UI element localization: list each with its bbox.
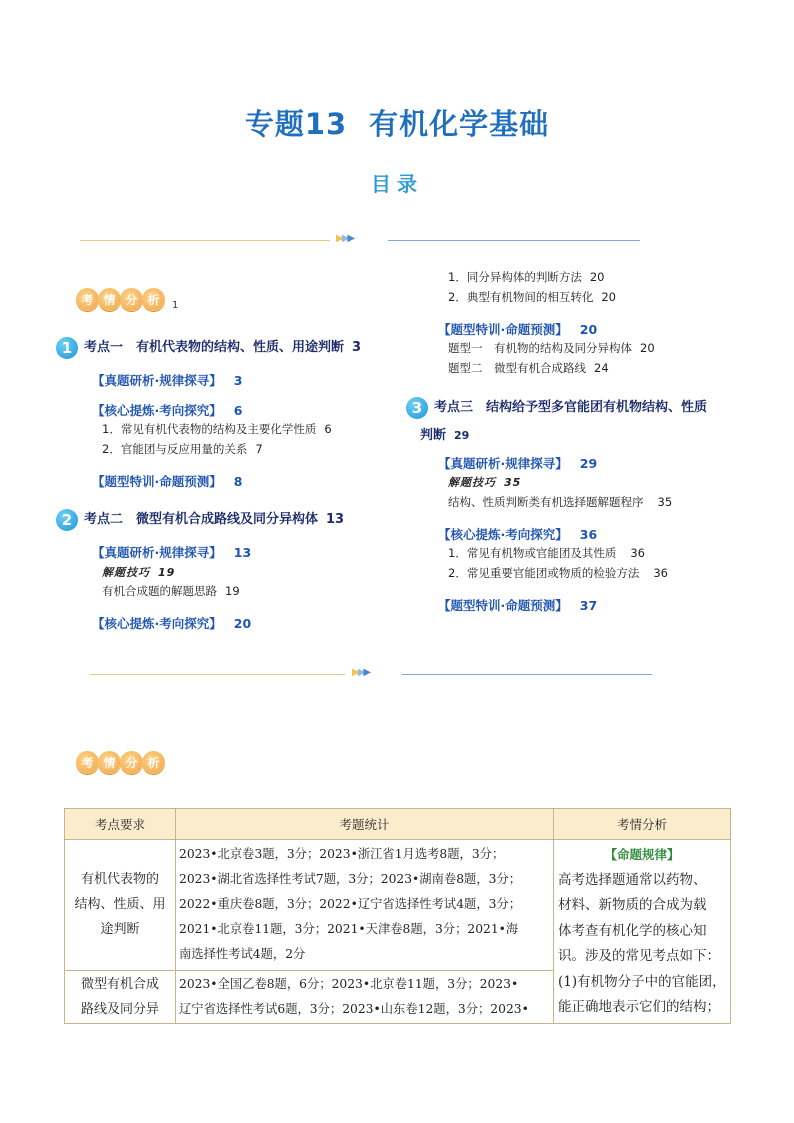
req-line: 有机代表物的 [80, 872, 159, 888]
entry-page: 29 [579, 456, 598, 471]
entry-page: 3 [233, 373, 243, 388]
entry-page: 24 [594, 361, 609, 375]
entry-page: 20 [579, 322, 598, 337]
entry-label: 解题技巧 [102, 566, 150, 579]
entry-label: 【核心提炼·考向探究】 [438, 527, 568, 542]
toc-section-1[interactable] [56, 336, 361, 359]
entry-label: 解题技巧 [448, 476, 496, 489]
entry-page: 36 [653, 566, 668, 580]
divider-arrows-icon: ▶▶▶ [336, 233, 354, 244]
toc-entry[interactable] [92, 543, 251, 561]
toc-entry[interactable] [438, 596, 597, 614]
badge-char: 分 [120, 288, 143, 311]
toc-entry[interactable] [438, 320, 597, 338]
toc-section-3[interactable] [406, 396, 707, 419]
entry-page: 36 [579, 527, 598, 542]
toc-heading: 目录 [371, 172, 423, 196]
top-divider [80, 233, 640, 246]
toc-section-2[interactable] [56, 508, 344, 531]
entry-label: 【题型特训·命题预测】 [92, 474, 222, 489]
toc-entry[interactable] [448, 565, 668, 581]
entry-page: 6 [233, 403, 243, 418]
entry-label: 2．常见重要官能团或物质的检验方法 [448, 566, 640, 580]
entry-page: 36 [630, 546, 645, 560]
entry-page: 35 [504, 476, 522, 489]
req-line: 路线及同分异 [80, 1001, 159, 1017]
toc-entry[interactable] [92, 401, 242, 419]
section-label: 考点一 有机代表物的结构、性质、用途判断 [84, 340, 345, 355]
stat-line: 2023•湖北省选择性考试7题，3分；2023•湖南卷8题，3分； [179, 872, 522, 887]
toc-entry[interactable] [102, 441, 263, 457]
statistics-cell [176, 970, 554, 1023]
badge-char: 析 [142, 751, 165, 774]
divider-arrows-icon: ▶▶▶ [352, 667, 370, 678]
badge-char: 析 [142, 288, 165, 311]
toc-entry[interactable] [448, 340, 655, 356]
exam-analysis-badge [76, 288, 178, 311]
toc-entry[interactable] [448, 289, 616, 305]
toc-entry[interactable] [438, 525, 597, 543]
entry-label: 题型二 微型有机合成路线 [448, 361, 586, 375]
entry-page: 20 [589, 270, 605, 284]
stat-line: 2023•北京卷3题，3分；2023•浙江省1月选考8题，3分； [179, 847, 505, 862]
exam-statistics-table [64, 808, 731, 1024]
rule-label: 【命题规律】 [604, 847, 680, 862]
toc-entry[interactable] [438, 454, 597, 472]
title-topic-number: 专题13 [244, 107, 348, 141]
stat-line: 2023•全国乙卷8题，6分；2023•北京卷11题，3分；2023• [179, 976, 519, 991]
entry-page: 19 [158, 566, 176, 579]
entry-label: 【题型特训·命题预测】 [438, 598, 568, 613]
analysis-line: 体考查有机化学的核心知 [558, 922, 707, 939]
bottom-divider [90, 667, 652, 680]
toc-entry[interactable] [448, 360, 609, 376]
page-title [0, 102, 794, 143]
entry-page: 37 [579, 598, 598, 613]
section-number-icon: 3 [406, 397, 428, 419]
table-row [65, 840, 731, 971]
entry-label: 1．同分异构体的判断方法 [448, 270, 582, 284]
entry-page: 20 [601, 290, 616, 304]
badge-char: 情 [98, 288, 121, 311]
toc-entry[interactable] [92, 614, 251, 632]
badge-char: 考 [76, 288, 99, 311]
analysis-cell [554, 840, 731, 1024]
entry-page: 7 [255, 442, 263, 456]
exam-analysis-badge-2 [76, 751, 164, 774]
toc-section-3-cont[interactable] [420, 424, 469, 443]
section-label: 考点二 微型有机合成路线及同分异构体 [84, 512, 319, 527]
section-label: 考点三 结构给予型多官能团有机物结构、性质 [434, 400, 708, 415]
title-topic-name: 有机化学基础 [369, 107, 550, 141]
entry-page: 13 [233, 545, 252, 560]
entry-page: 20 [640, 341, 655, 355]
requirement-cell [65, 840, 176, 971]
toc-entry[interactable] [448, 494, 672, 510]
section-number-icon: 2 [56, 509, 78, 531]
entry-page: 6 [324, 422, 332, 436]
entry-label: 【核心提炼·考向探究】 [92, 616, 222, 631]
toc-entry[interactable] [448, 269, 604, 285]
entry-label: 2．典型有机物间的相互转化 [448, 290, 594, 304]
toc-entry[interactable] [102, 421, 332, 437]
section-page: 29 [454, 429, 470, 442]
statistics-cell [176, 840, 554, 971]
header-analysis: 考情分析 [554, 809, 731, 840]
header-requirement: 考点要求 [65, 809, 176, 840]
toc-entry[interactable] [102, 564, 175, 580]
entry-label: 【真题研析·规律探寻】 [92, 545, 222, 560]
entry-label: 2．官能团与反应用量的关系 [102, 442, 248, 456]
toc-entry[interactable] [448, 474, 521, 490]
entry-page: 8 [233, 474, 243, 489]
analysis-line: 材料、新物质的合成为载 [558, 897, 707, 913]
entry-label: 结构、性质判断类有机选择题解题程序 [448, 495, 644, 509]
entry-page: 20 [233, 616, 252, 631]
req-line: 结构、性质、用 [74, 897, 166, 913]
badge-char: 分 [120, 751, 143, 774]
toc-entry[interactable] [92, 371, 242, 389]
badge-char: 情 [98, 751, 121, 774]
stat-line: 辽宁省选择性考试6题，3分；2023•山东卷12题，3分；2023• [179, 1001, 529, 1016]
analysis-line: 能正确地表示它们的结构； [558, 999, 720, 1015]
entry-label: 有机合成题的解题思路 [102, 584, 217, 598]
analysis-line: 高考选择题通常以药物、 [558, 871, 707, 888]
header-statistics: 考题统计 [176, 809, 554, 840]
analysis-line: 识。涉及的常见考点如下： [558, 948, 720, 964]
section-page: 3 [352, 340, 362, 355]
section-label: 判断 [420, 428, 447, 443]
toc-entry[interactable] [102, 583, 240, 599]
entry-page: 35 [657, 495, 673, 509]
entry-label: 题型一 有机物的结构及同分异构体 [448, 341, 632, 355]
entry-label: 1．常见有机代表物的结构及主要化学性质 [102, 422, 317, 436]
stat-line: 2021•北京卷11题，3分；2021•天津卷8题，3分；2021•海 [179, 922, 519, 937]
badge-page: 1 [172, 300, 179, 311]
section-number-icon: 1 [56, 337, 78, 359]
stat-line: 2022•重庆卷8题，3分；2022•辽宁省选择性考试4题，3分； [179, 897, 522, 912]
entry-label: 【题型特训·命题预测】 [438, 322, 568, 337]
toc-entry[interactable] [92, 472, 242, 490]
req-line: 微型有机合成 [80, 976, 159, 992]
entry-label: 【核心提炼·考向探究】 [92, 403, 222, 418]
entry-label: 【真题研析·规律探寻】 [438, 456, 568, 471]
entry-label: 1．常见有机物或官能团及其性质 [448, 546, 617, 560]
req-line: 途判断 [100, 922, 140, 938]
stat-line: 南选择性考试4题，2分 [179, 947, 306, 962]
section-page: 13 [326, 512, 345, 527]
requirement-cell [65, 970, 176, 1023]
badge-char: 考 [76, 751, 99, 774]
table-header-row [65, 809, 731, 840]
entry-page: 19 [225, 584, 240, 598]
entry-label: 【真题研析·规律探寻】 [92, 373, 222, 388]
toc-entry[interactable] [448, 545, 645, 561]
analysis-line: (1)有机物分子中的官能团， [558, 973, 726, 990]
